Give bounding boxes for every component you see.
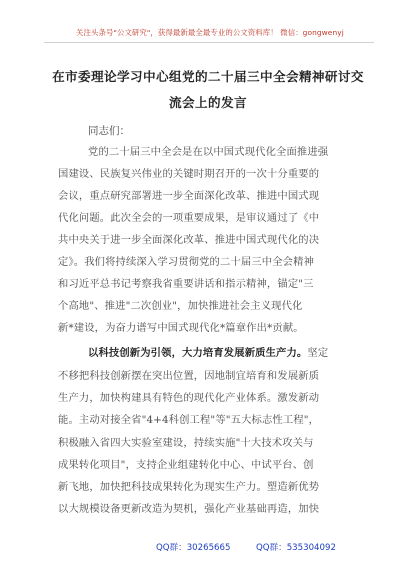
document-title-line-1: 在市委理论学习中心组党的二十届三中全会精神研讨交 [52,69,364,84]
paragraph-1-line: 党的二十届三中全会是在以中国式现代化全面推进强 [88,146,329,158]
header-banner: 关注头条号"公文研究"，获得最新最全最专业的公文资料库！ 微信：gongwenyj [76,28,344,37]
paragraph-2-line: 生产力，加快构建具有特色的现代化产业体系。激发新动 [58,392,320,404]
paragraph-1-line: 定》。我们将持续深入学习贯彻党的二十届三中全会精神 [58,256,315,268]
paragraph-2-lead-tail: 坚定 [307,347,329,359]
paragraph-1-line: 国建设、民族复兴伟业的关键时期召开的一次十分重要的 [58,168,320,180]
footer-qq-group-2: QQ群：535304092 [256,543,336,553]
paragraph-2-line: 新飞地，加快把科技成果转化为现实生产力。塑造新优势 [58,481,320,493]
paragraph-2-line: 积极融入省四大实验室建设，持续实施"十大技术攻关与 [58,437,314,449]
document-title-line-2: 流会上的发言 [169,95,247,110]
header-divider [44,42,374,43]
paragraph-2-first-line [88,348,328,358]
salutation: 同志们： [88,125,130,137]
paragraph-2-lead: 以科技创新为引领，大力培育发展新质生产力。 [88,347,308,359]
paragraph-1-line: 共中央关于进一步全面深化改革、推进中国式现代化的决 [58,234,320,246]
paragraph-2-line: 能。主动对接全省"4+4科创工程"等"五大标志性工程"， [58,414,320,426]
paragraph-2-line: 成果转化项目"，支持企业组建转化中心、中试平台、创 [58,459,314,471]
paragraph-1-line: 个高地"、推进"二次创业"，加快推进社会主义现代化 [58,300,303,312]
paragraph-1-line: 新*建设，为奋力谱写中国式现代化*篇章作出*贡献。 [58,322,304,334]
paragraph-2-line: 以大规模设备更新改造为契机，强化产业基础再造，加快 [58,503,320,515]
paragraph-1-line: 代化问题。此次全会的一项重要成果，是审议通过了《中 [58,212,320,224]
paragraph-1-line: 和习近平总书记考察我省重要讲话和指示精神，锚定"三 [58,278,314,290]
paragraph-1-line: 会议，重点研究部署进一步全面深化改革、推进中国式现 [58,190,320,202]
footer-qq-group-1: QQ群：30265665 [156,543,231,553]
paragraph-2-line: 不移把科技创新摆在突出位置，因地制宜培育和发展新质 [58,370,320,382]
